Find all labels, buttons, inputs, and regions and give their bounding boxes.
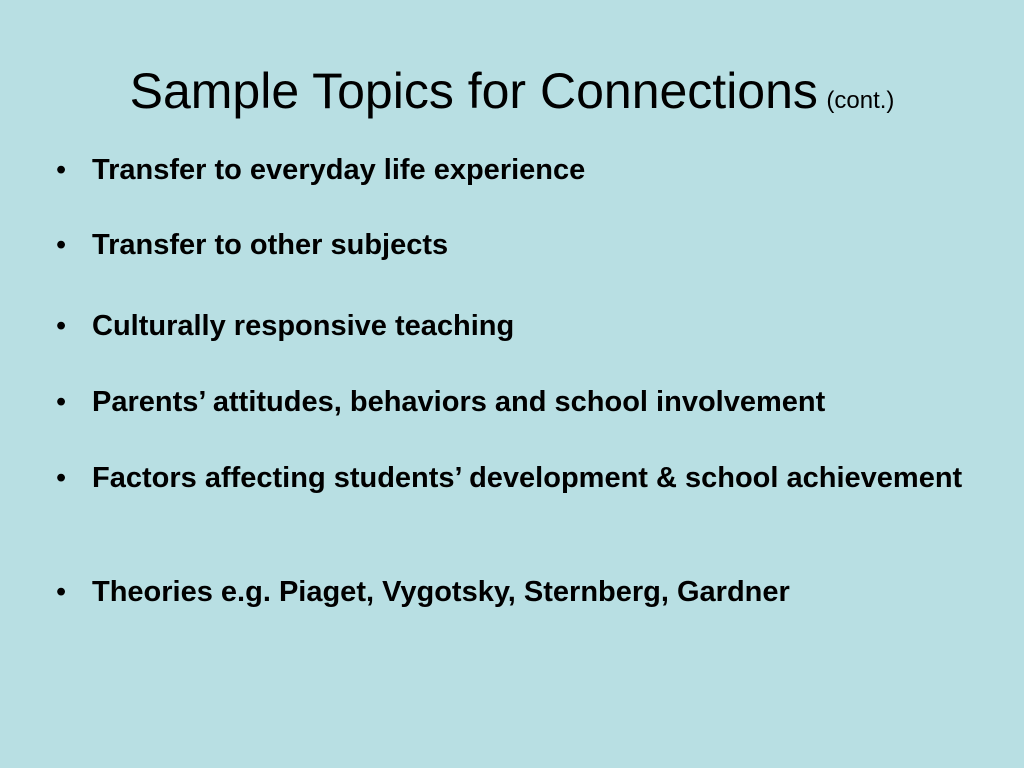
bullet-text: Theories e.g. Piaget, Vygotsky, Sternberg, Gardner — [92, 576, 790, 608]
bullet-item — [56, 154, 986, 186]
bullet-text: Transfer to other subjects — [92, 229, 449, 261]
slide-title-main: Sample Topics for Connections — [129, 63, 818, 119]
bullet-item — [56, 386, 986, 418]
bullet-point-icon: • — [56, 154, 67, 186]
bullet-item — [56, 310, 986, 342]
slide-title — [0, 63, 1024, 119]
bullet-point-icon: • — [56, 576, 67, 608]
bullet-text: Culturally responsive teaching — [92, 310, 515, 342]
bullet-point-icon: • — [56, 310, 67, 342]
slide-title-suffix: (cont.) — [826, 87, 895, 114]
bullet-text: Transfer to everyday life experience — [92, 154, 586, 186]
bullet-point-icon: • — [56, 229, 67, 261]
bullet-item — [56, 229, 986, 261]
bullet-item — [56, 576, 986, 608]
bullet-text: Factors affecting students’ development & school achievement — [92, 462, 963, 494]
bullet-text: Parents’ attitudes, behaviors and school involvement — [92, 386, 826, 418]
bullet-item — [56, 462, 986, 494]
bullet-point-icon: • — [56, 462, 67, 494]
bullet-point-icon: • — [56, 386, 67, 418]
